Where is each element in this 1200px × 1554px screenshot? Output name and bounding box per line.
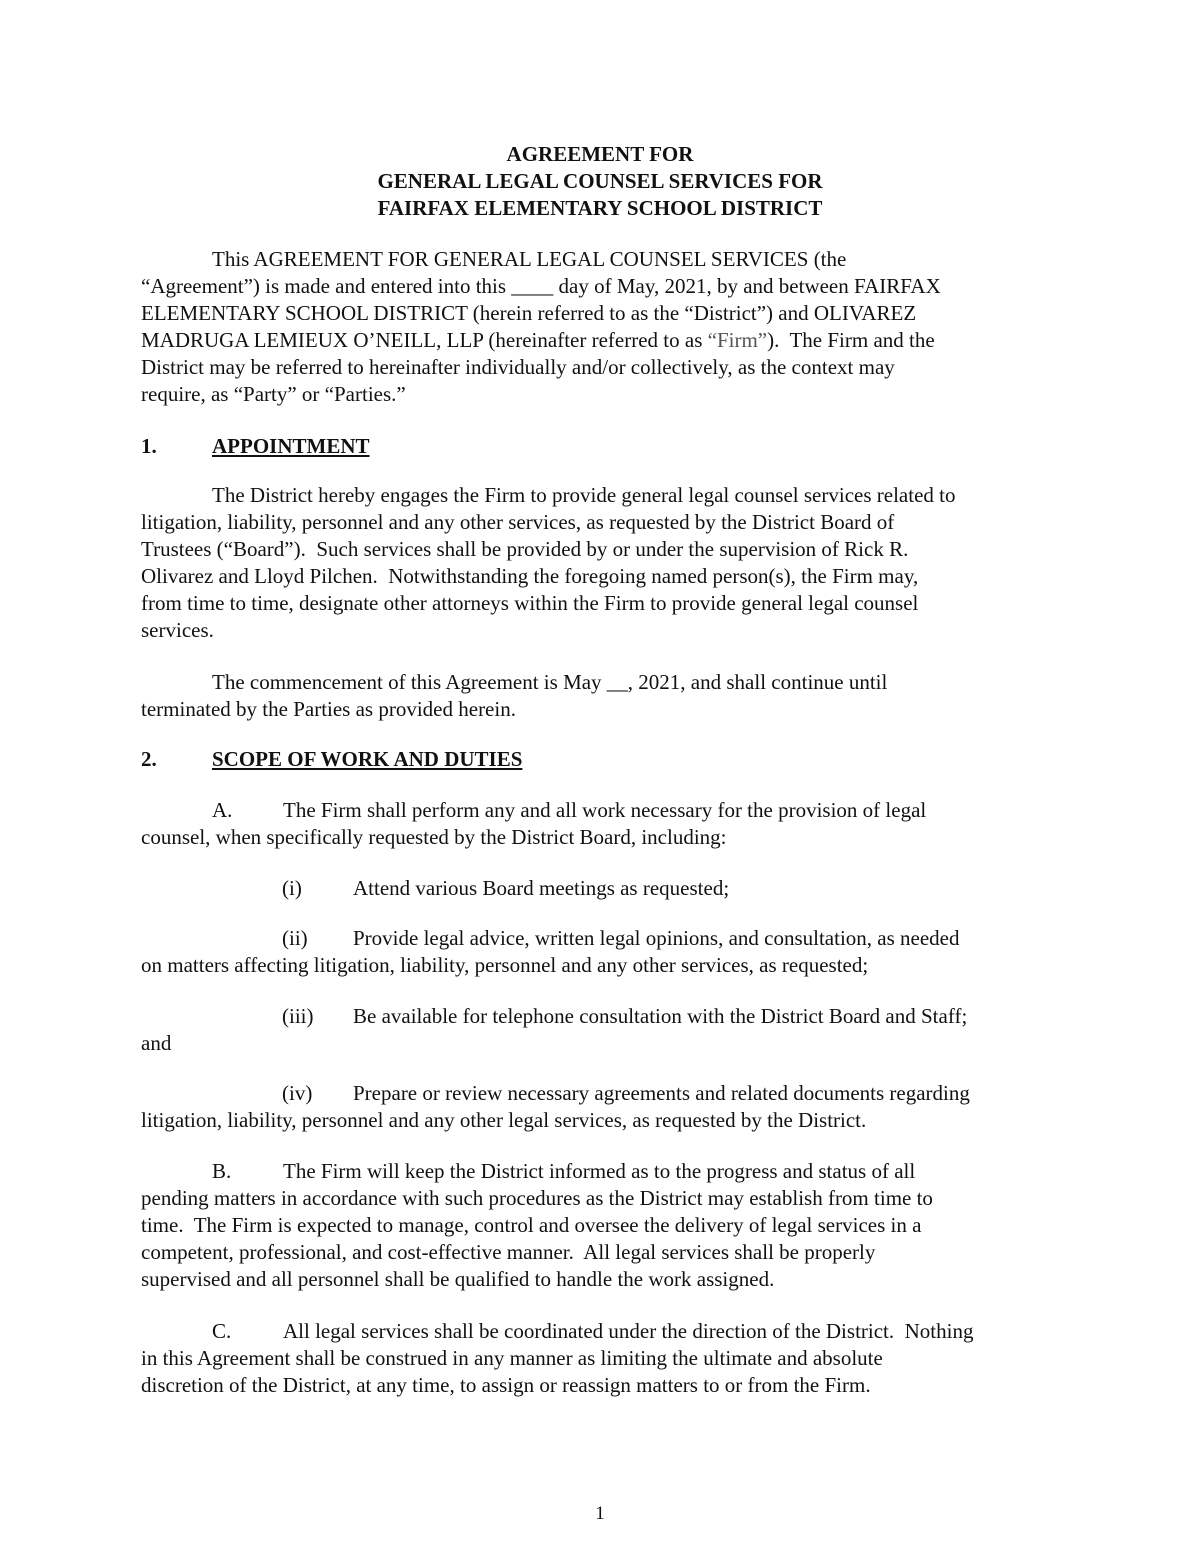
scope-item-c: [141, 1318, 1061, 1399]
item-c-label: C.: [212, 1319, 232, 1343]
scope-item-b: [141, 1158, 1061, 1293]
document-title-line-3: FAIRFAX ELEMENTARY SCHOOL DISTRICT: [377, 196, 823, 220]
sub-item-label: (ii): [282, 926, 308, 950]
paragraph-line: services.: [141, 618, 214, 642]
commencement-paragraph: [141, 669, 1061, 723]
paragraph-line: time. The Firm is expected to manage, control and oversee the delivery of legal services in a: [141, 1213, 922, 1237]
sub-item-label: (iv): [282, 1081, 313, 1105]
sub-item-continuation: litigation, liability, personnel and any other legal services, as requested by the District.: [141, 1108, 867, 1132]
appointment-paragraph: [141, 482, 1061, 644]
section-2-title: SCOPE OF WORK AND DUTIES: [212, 747, 523, 771]
intro-line-4-part-c: ). The Firm and the: [767, 328, 935, 352]
sub-item-label: (iii): [282, 1004, 314, 1028]
sub-item-text: Provide legal advice, written legal opinions, and consultation, as needed: [353, 926, 960, 950]
paragraph-line: discretion of the District, at any time, to assign or reassign matters to or from the Firm.: [141, 1373, 871, 1397]
paragraph-line: counsel, when specifically requested by the District Board, including:: [141, 825, 727, 849]
intro-line: require, as “Party” or “Parties.”: [141, 382, 406, 406]
sub-item-iii: [141, 1003, 1061, 1057]
sub-item-continuation: and: [141, 1031, 172, 1055]
intro-paragraph: [141, 246, 1061, 408]
sub-item-ii: [141, 925, 1061, 979]
section-1-number: 1.: [141, 434, 157, 458]
paragraph-line: litigation, liability, personnel and any other services, as requested by the District Board of: [141, 510, 895, 534]
item-c-line-1: [141, 1318, 1061, 1345]
sub-item-text: Prepare or review necessary agreements and related documents regarding: [353, 1081, 970, 1105]
intro-line: “Agreement”) is made and entered into this ____ day of May, 2021, by and between FAIRFAX: [141, 274, 941, 298]
paragraph-line: Trustees (“Board”). Such services shall be provided by or under the supervision of Rick R.: [141, 537, 909, 561]
item-b-line-1: [141, 1158, 1061, 1185]
paragraph-line: in this Agreement shall be construed in any manner as limiting the ultimate and absolute: [141, 1346, 883, 1370]
paragraph-line: The District hereby engages the Firm to provide general legal counsel services related to: [212, 483, 956, 507]
sub-item-line: [141, 875, 1061, 902]
paragraph-line: from time to time, designate other attorneys within the Firm to provide general legal counsel: [141, 591, 919, 615]
page-number: 1: [595, 1503, 605, 1524]
item-b-label: B.: [212, 1159, 232, 1183]
item-a-line-1: [141, 797, 1061, 824]
intro-line: District may be referred to hereinafter individually and/or collectively, as the context may: [141, 355, 895, 379]
firm-defined-term: “Firm”: [707, 328, 768, 352]
sub-item-line: [141, 1080, 1061, 1107]
item-b-text: The Firm will keep the District informed as to the progress and status of all: [283, 1159, 916, 1183]
intro-line-4: [141, 327, 1061, 354]
sub-item-continuation: on matters affecting litigation, liability, personnel and any other services, as requested;: [141, 953, 869, 977]
intro-line: This AGREEMENT FOR GENERAL LEGAL COUNSEL SERVICES (the: [212, 247, 847, 271]
sub-item-text: Attend various Board meetings as requested;: [353, 876, 730, 900]
section-1-title: APPOINTMENT: [212, 434, 370, 458]
sub-item-text: Be available for telephone consultation with the District Board and Staff;: [353, 1004, 968, 1028]
scope-item-a: [141, 797, 1061, 851]
item-c-text: All legal services shall be coordinated under the direction of the District. Nothing: [283, 1319, 974, 1343]
paragraph-line: supervised and all personnel shall be qualified to handle the work assigned.: [141, 1267, 775, 1291]
item-a-label: A.: [212, 798, 233, 822]
sub-item-label: (i): [282, 876, 302, 900]
document-title-line-2: GENERAL LEGAL COUNSEL SERVICES FOR: [377, 169, 823, 193]
intro-line-4-part-a: MADRUGA LEMIEUX O’NEILL, LLP (hereinafter referred to as: [141, 328, 708, 352]
paragraph-line: Olivarez and Lloyd Pilchen. Notwithstanding the foregoing named person(s), the Firm may,: [141, 564, 919, 588]
intro-line: ELEMENTARY SCHOOL DISTRICT (herein referred to as the “District”) and OLIVAREZ: [141, 301, 917, 325]
sub-item-i: [141, 875, 1061, 902]
section-2-number: 2.: [141, 747, 157, 771]
document-title-line-1: AGREEMENT FOR: [506, 142, 694, 166]
paragraph-line: competent, professional, and cost-effective manner. All legal services shall be properly: [141, 1240, 876, 1264]
sub-item-line: [141, 925, 1061, 952]
paragraph-line: terminated by the Parties as provided herein.: [141, 697, 516, 721]
item-a-text: The Firm shall perform any and all work necessary for the provision of legal: [283, 798, 927, 822]
sub-item-iv: [141, 1080, 1061, 1134]
paragraph-line: pending matters in accordance with such procedures as the District may establish from time to: [141, 1186, 933, 1210]
paragraph-line: The commencement of this Agreement is May __, 2021, and shall continue until: [212, 670, 888, 694]
sub-item-line: [141, 1003, 1061, 1030]
